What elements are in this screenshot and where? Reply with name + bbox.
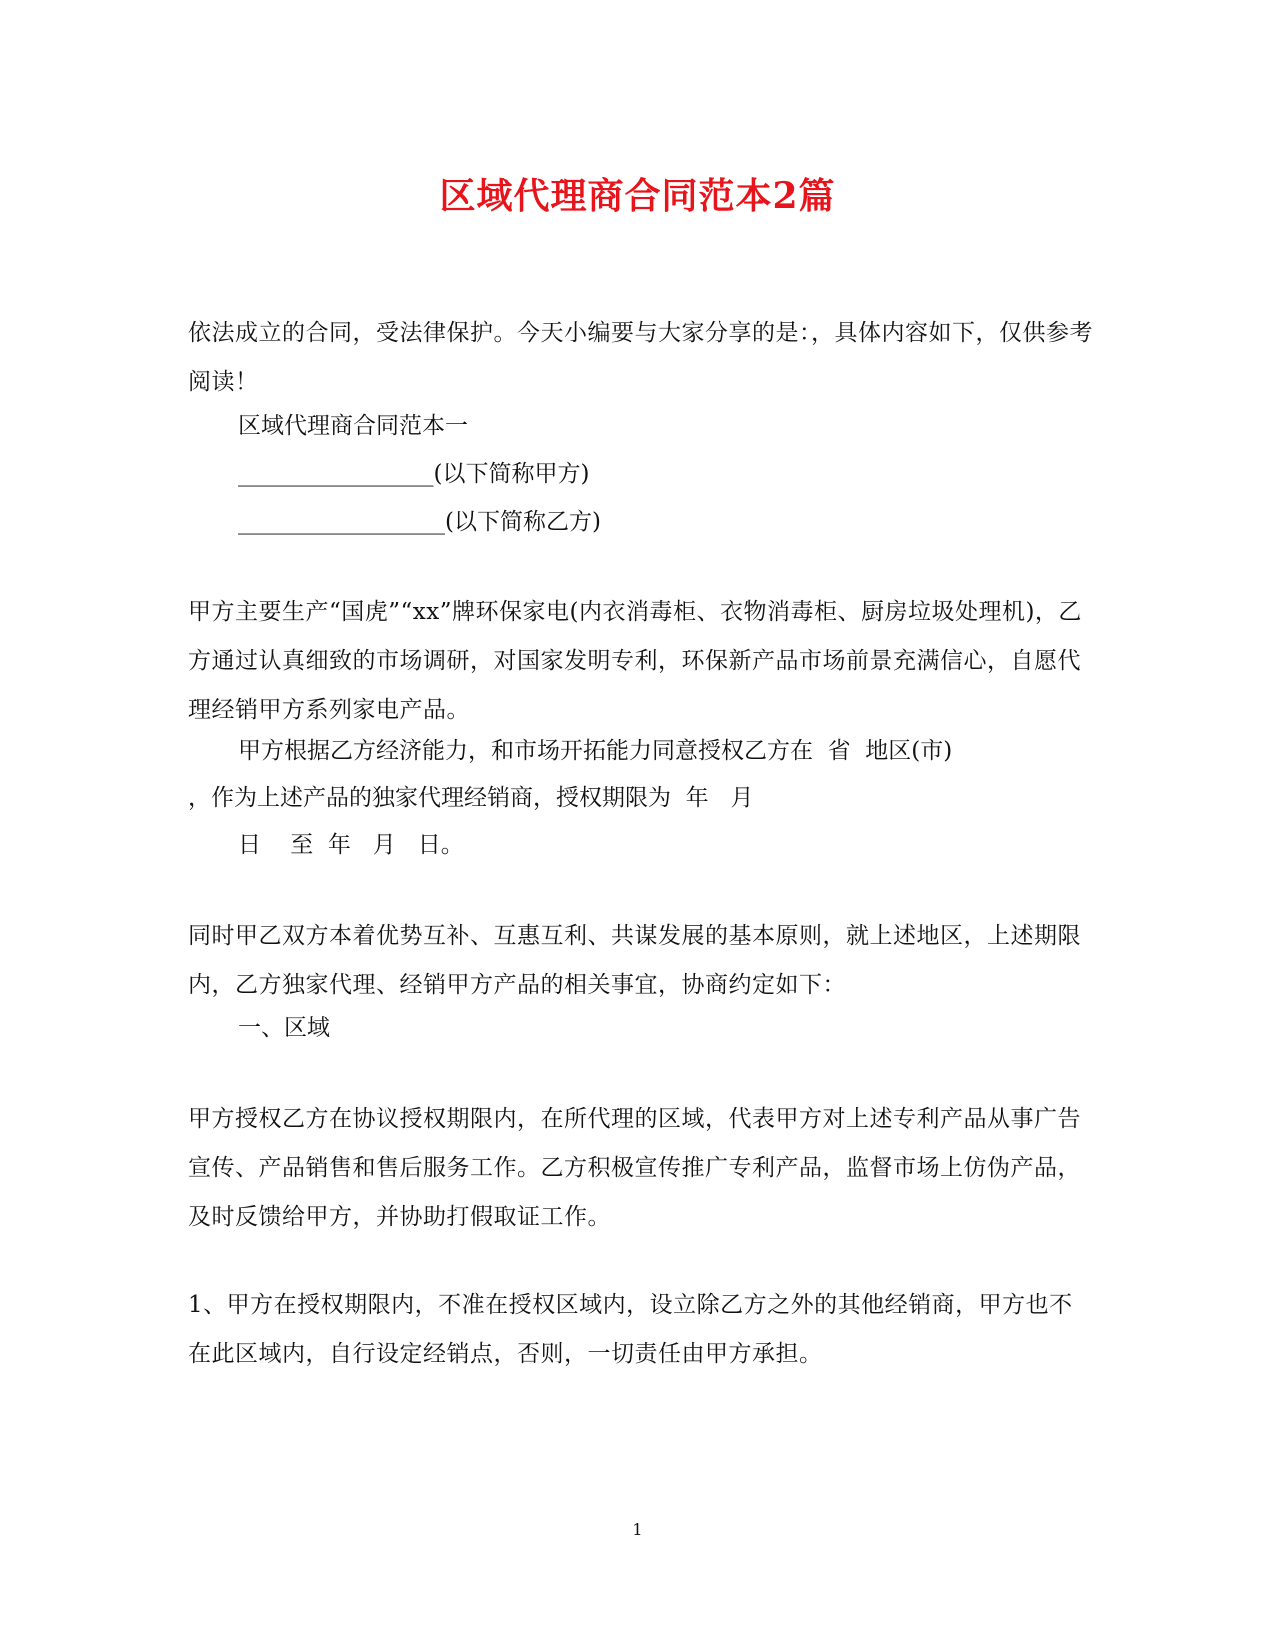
- clause-1-paragraph: 1、甲方在授权期限内，不准在授权区域内，设立除乙方之外的其他经销商，甲方也不在此区域内，自行设定经销点，否则，一切责任由甲方承担。: [188, 1292, 1073, 1367]
- document-title: 区域代理商合同范本2篇: [439, 175, 836, 217]
- page-number: 1: [632, 1520, 643, 1539]
- party-a-line: _________________(以下简称甲方): [238, 461, 590, 487]
- party-b-line: __________________(以下简称乙方): [238, 509, 601, 535]
- authorize-line-2: ，作为上述产品的独家代理经销商，授权期限为 年 月: [188, 785, 754, 811]
- authorize-line-3: 日 至 年 月 日。: [238, 832, 464, 858]
- intro-paragraph: 依法成立的合同，受法律保护。今天小编要与大家分享的是：，具体内容如下，仅供参考阅读！: [188, 320, 1093, 395]
- region-paragraph: 甲方授权乙方在协议授权期限内，在所代理的区域，代表甲方对上述专利产品从事广告宣传、产品销售和售后服务工作。乙方积极宣传推广专利产品，监督市场上仿伪产品，及时反馈给甲方，并协助打假取证工作。: [188, 1106, 1081, 1230]
- authorize-line-1: 甲方根据乙方经济能力，和市场开拓能力同意授权乙方在 省 地区(市): [238, 738, 953, 764]
- products-paragraph: 甲方主要生产“国虎”“xx”牌环保家电(内衣消毒柜、衣物消毒柜、厨房垃圾处理机)，乙方通过认真细致的市场调研，对国家发明专利，环保新产品市场前景充满信心，自愿代理经销甲方系列家电产品。: [188, 599, 1082, 723]
- contract-subtitle: 区域代理商合同范本一: [238, 413, 468, 439]
- principles-paragraph: 同时甲乙双方本着优势互补、互惠互利、共谋发展的基本原则，就上述地区，上述期限内，乙方独家代理、经销甲方产品的相关事宜，协商约定如下：: [188, 923, 1081, 998]
- section-1-heading: 一、区域: [238, 1015, 330, 1041]
